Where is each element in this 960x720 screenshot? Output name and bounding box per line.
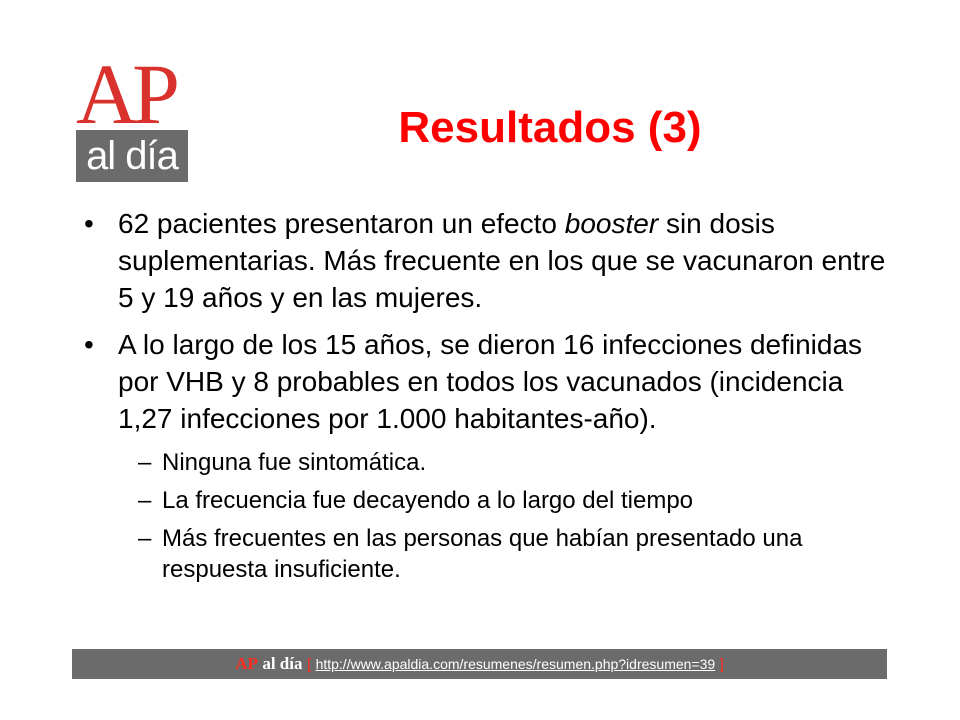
bullet-2-text: A lo largo de los 15 años, se dieron 16 infecciones definidas por VHB y 8 probables en todos los vacunados (incidencia 1,27 infecciones por 1.000 habitantes-año). [118, 329, 863, 434]
bullet-1-emphasis: booster [564, 208, 659, 239]
footer-bar [72, 649, 887, 679]
bullet-marker: • [84, 208, 94, 239]
slide-title: Resultados (3) [398, 103, 702, 152]
bullet-marker: • [84, 329, 94, 360]
footer-brand-aldia: al día [262, 654, 303, 673]
bullet-item-1 [80, 205, 900, 316]
sub-bullet-marker: – [138, 449, 152, 476]
footer-brand-ap: AP [235, 654, 258, 673]
bullet-1-prefix: 62 pacientes presentaron un efecto [118, 208, 565, 239]
sub-bullet-item-2 [80, 485, 900, 516]
bullet-1-suffix: sin dosis suplementarias. Más frecuente en los que se vacunaron entre 5 y 19 años y en las mujeres. [118, 208, 886, 313]
sub-bullet-marker: – [138, 525, 152, 552]
ap-al-dia-logo [76, 60, 188, 182]
footer-bracket-close: ] [719, 656, 724, 673]
footer-source-link[interactable]: http://www.apaldia.com/resumenes/resumen.php?idresumen=39 [315, 656, 716, 672]
logo-ap-text: AP [76, 60, 174, 128]
slide-content [80, 205, 900, 592]
sub-bullet-1-text: Ninguna fue sintomática. [162, 449, 427, 476]
footer-bracket-open: [ [306, 656, 312, 673]
bullet-item-2 [80, 326, 900, 437]
sub-bullet-item-3 [80, 523, 900, 585]
sub-bullet-2-text: La frecuencia fue decayendo a lo largo del tiempo [162, 487, 694, 514]
sub-bullet-3-text: Más frecuentes en las personas que habían presentado una respuesta insuficiente. [162, 525, 803, 583]
sub-bullet-item-1 [80, 447, 900, 478]
sub-bullet-marker: – [138, 487, 152, 514]
logo-aldia-text: al día [76, 130, 188, 182]
